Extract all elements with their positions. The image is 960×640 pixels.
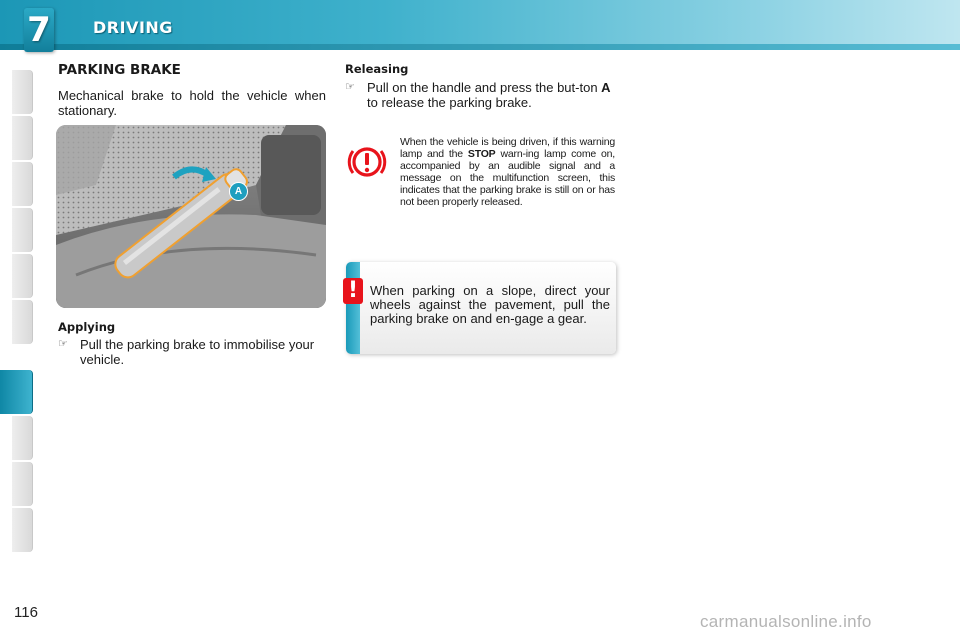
parking-brake-illustration [56,125,326,308]
brake-warning-lamp-icon [345,140,389,184]
button-a-reference: A [601,80,611,95]
chapter-tab[interactable] [12,300,33,344]
pointing-hand-icon: ☞ [58,338,68,350]
chapter-tab[interactable] [12,162,33,206]
releasing-bullet [345,80,611,110]
brake-warning-note: When the vehicle is being driven, if this warning lamp and the STOP warn-ing lamp come on, accompanied by an audible signal and a message on the multifunction screen, this indicates that the parking brake is still on or has not been properly released. [400,136,616,208]
chapter-tab[interactable] [12,416,33,460]
intro-text: Mechanical brake to hold the vehicle when stationary. [58,88,326,118]
chapter-tab[interactable] [12,462,33,506]
releasing-text: Pull on the handle and press the but-ton A to release the parking brake. [367,80,611,110]
chapter-tab[interactable] [12,208,33,252]
applying-heading: Applying [58,320,116,334]
releasing-heading: Releasing [345,62,409,76]
chapter-tab-active[interactable] [0,370,33,414]
exclamation-icon: ! [343,278,363,304]
tip-accent-bar [346,262,360,354]
applying-text: Pull the parking brake to immobilise your vehicle. [80,337,315,367]
stop-lamp-reference: STOP [467,148,496,160]
tip-text: When parking on a slope, direct your wheels against the pavement, pull the parking brake on and en-gage a gear. [370,283,610,326]
chapter-tab[interactable] [12,508,33,552]
chapter-number-badge: 7 [24,8,54,52]
chapter-tab[interactable] [12,116,33,160]
section-title: PARKING BRAKE [58,62,181,78]
chapter-tab[interactable] [12,70,33,114]
page-number: 116 [14,604,38,621]
chapter-title: DRIVING [93,18,173,37]
chapter-tab-rail [0,70,36,575]
parking-brake-photo [56,125,326,308]
header-band [0,44,960,50]
watermark: carmanualsonline.info [700,612,872,631]
pointing-hand-icon: ☞ [345,81,355,93]
callout-a-badge: A [229,182,248,201]
applying-bullet [58,337,326,367]
chapter-tab[interactable] [12,254,33,298]
